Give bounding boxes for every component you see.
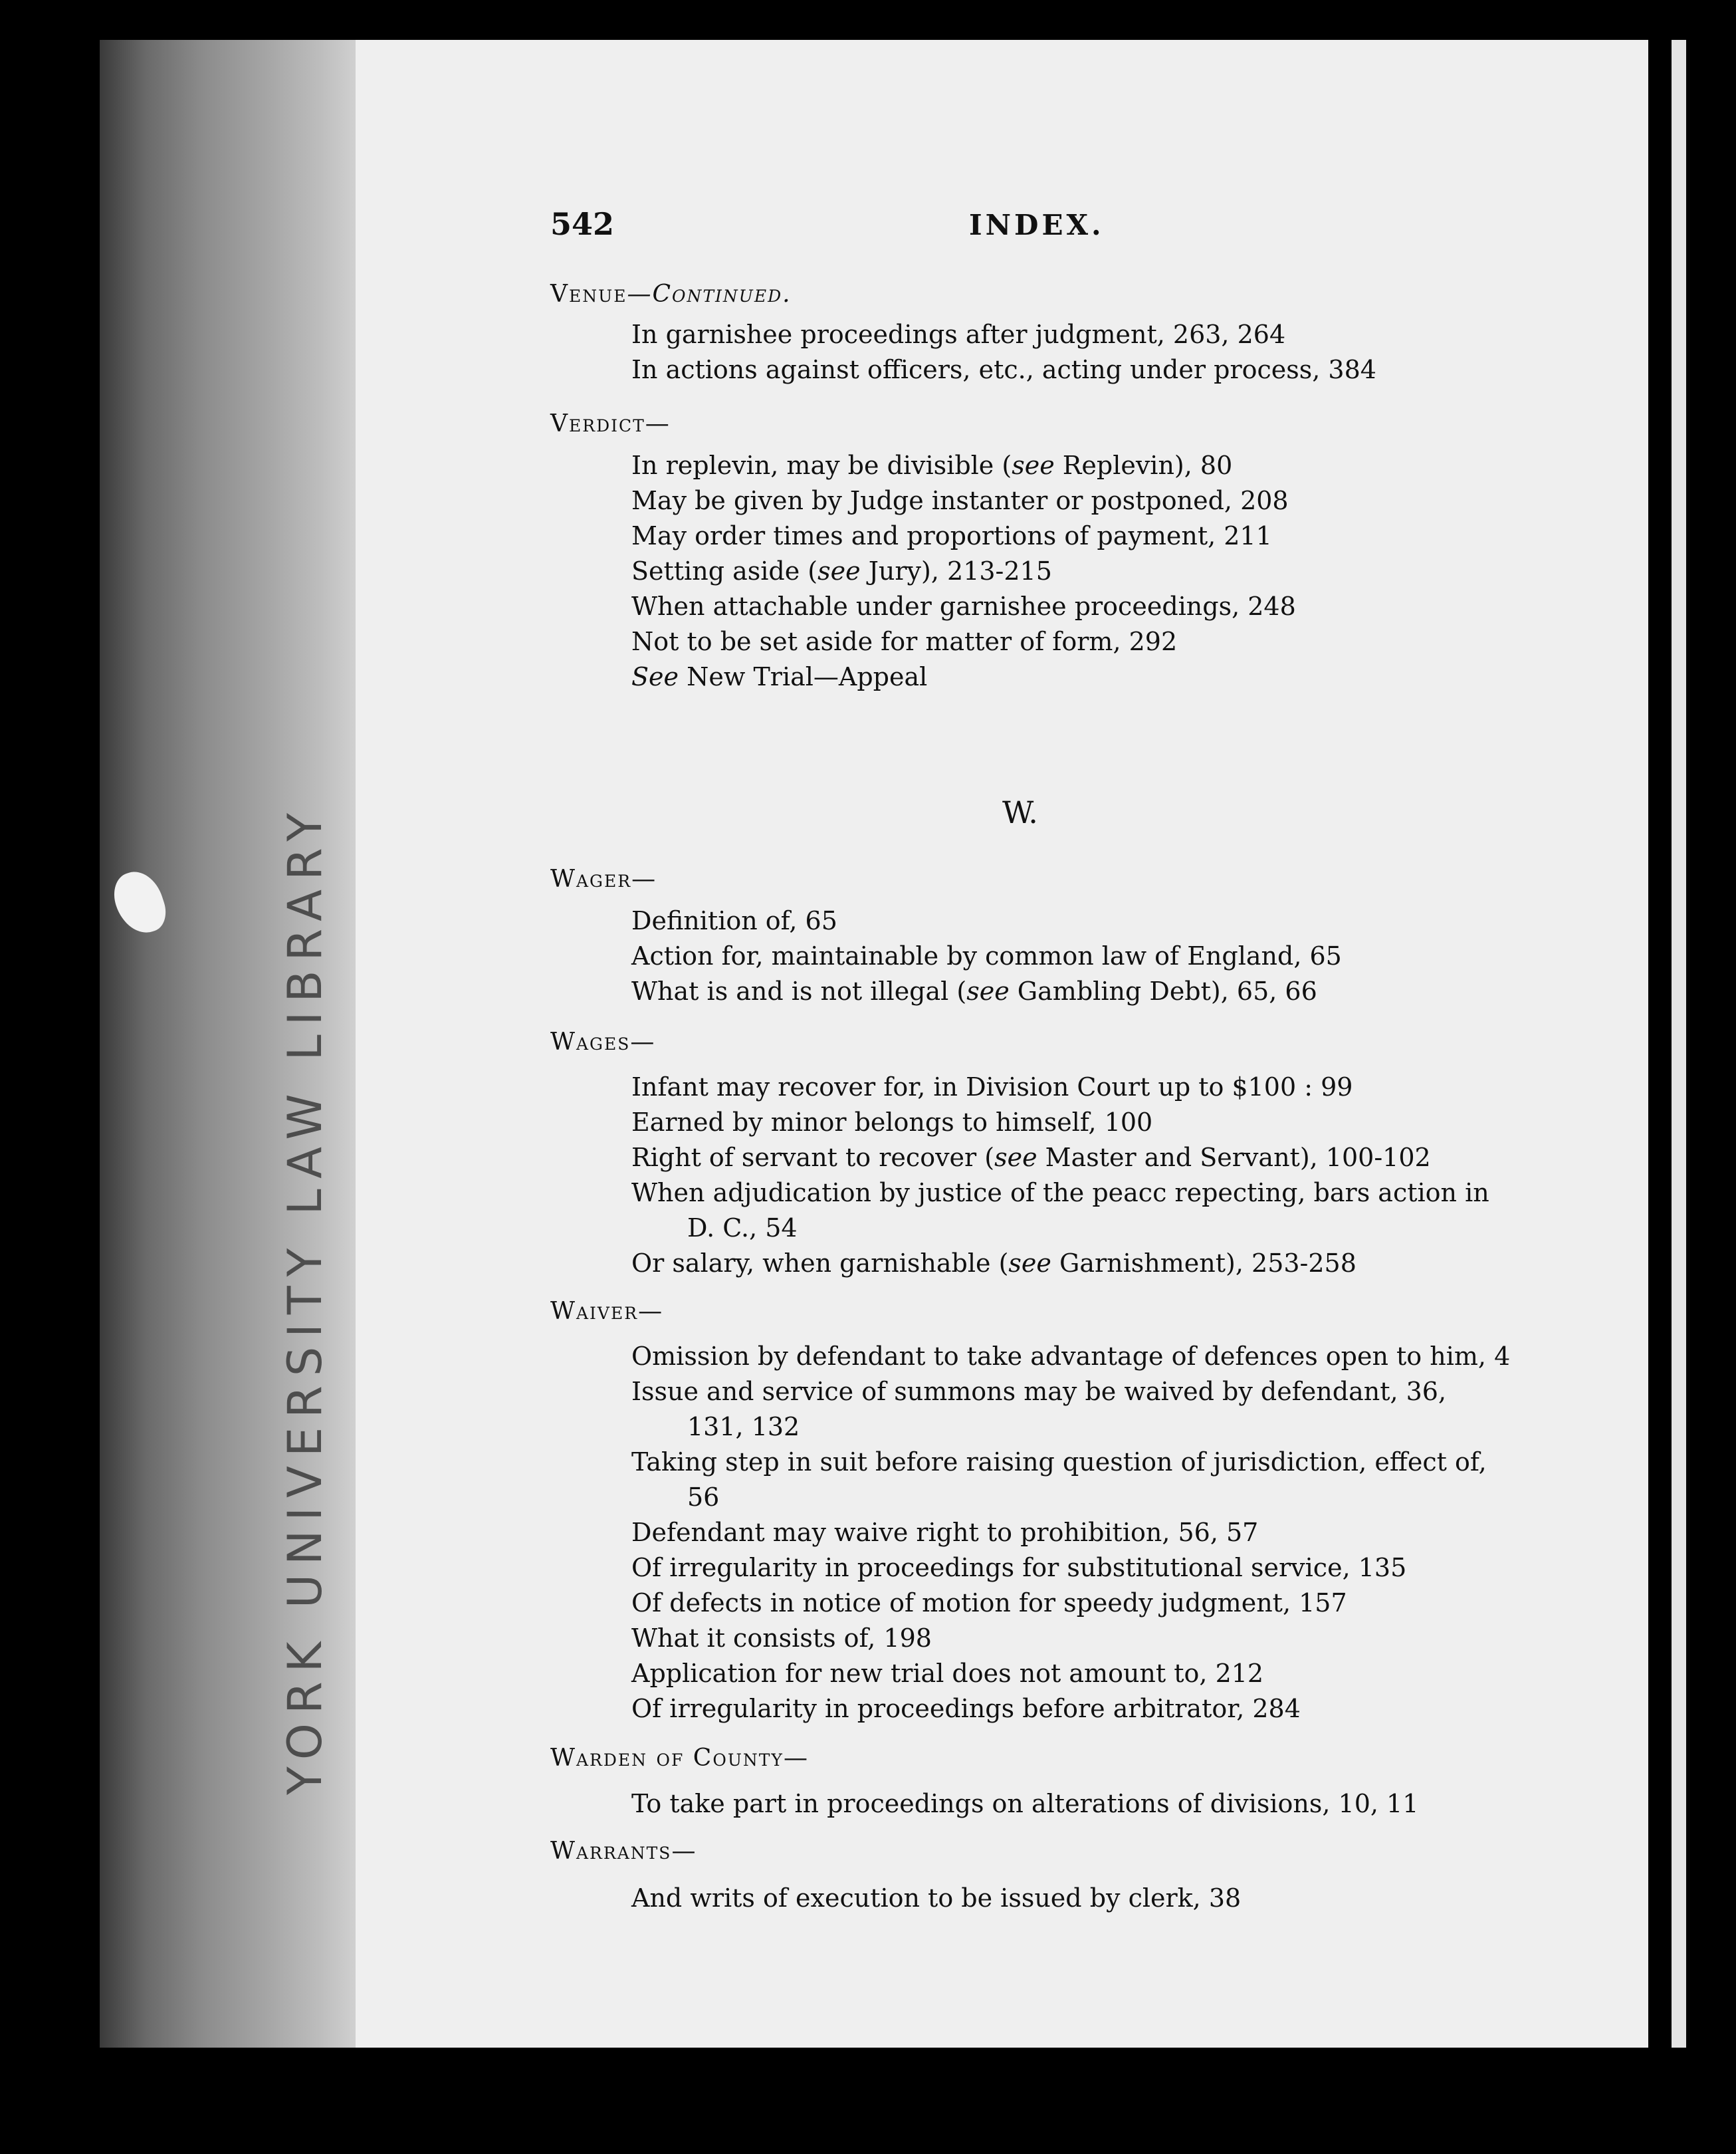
entry-line: Setting aside (see Jury), 213-215 bbox=[631, 556, 1052, 586]
entry-line: Not to be set aside for matter of form, 292 bbox=[631, 627, 1178, 656]
section-letter: W. bbox=[1002, 794, 1038, 830]
page-header bbox=[550, 206, 1494, 246]
entry-heading-wager: Wager— bbox=[550, 866, 657, 893]
entry-line: Action for, maintainable by common law of England, 65 bbox=[631, 941, 1342, 971]
entry-line: In garnishee proceedings after judgment, 263, 264 bbox=[631, 320, 1286, 349]
library-stamp: YORK UNIVERSITY LAW LIBRARY bbox=[278, 803, 332, 1795]
entry-line: See New Trial—Appeal bbox=[631, 662, 928, 691]
entry-line: To take part in proceedings on alterations of divisions, 10, 11 bbox=[631, 1789, 1419, 1818]
entry-line: When adjudication by justice of the peacc repecting, bars action in bbox=[631, 1178, 1489, 1207]
entry-line: In replevin, may be divisible (see Replevin), 80 bbox=[631, 451, 1233, 480]
entry-heading-waiver: Waiver— bbox=[550, 1298, 664, 1325]
running-head: INDEX. bbox=[969, 209, 1105, 241]
entry-line: May be given by Judge instanter or postponed, 208 bbox=[631, 486, 1289, 515]
entry-line-continued: 56 bbox=[687, 1483, 720, 1512]
entry-line-continued: 131, 132 bbox=[687, 1412, 800, 1441]
entry-line: When attachable under garnishee proceedings, 248 bbox=[631, 592, 1296, 621]
entry-line: Omission by defendant to take advantage of defences open to him, 4 bbox=[631, 1342, 1511, 1371]
entry-line: What is and is not illegal (see Gambling Debt), 65, 66 bbox=[631, 977, 1317, 1006]
entry-line: Earned by minor belongs to himself, 100 bbox=[631, 1108, 1153, 1137]
entry-line: Of irregularity in proceedings for substitutional service, 135 bbox=[631, 1553, 1407, 1582]
entry-line: Definition of, 65 bbox=[631, 906, 837, 935]
page-edge bbox=[1672, 40, 1686, 2048]
entry-line: And writs of execution to be issued by clerk, 38 bbox=[631, 1883, 1242, 1913]
entry-line: May order times and proportions of payment, 211 bbox=[631, 521, 1272, 550]
entry-line: Issue and service of summons may be waived by defendant, 36, bbox=[631, 1377, 1447, 1406]
entry-line: Application for new trial does not amount to, 212 bbox=[631, 1659, 1264, 1688]
entry-heading-warrants: Warrants— bbox=[550, 1838, 697, 1865]
entry-line: Or salary, when garnishable (see Garnishment), 253-258 bbox=[631, 1249, 1356, 1278]
entry-heading-wages: Wages— bbox=[550, 1028, 656, 1056]
entry-line-continued: D. C., 54 bbox=[687, 1213, 798, 1243]
entry-line: Right of servant to recover (see Master and Servant), 100-102 bbox=[631, 1143, 1431, 1172]
entry-heading-warden-of-county: Warden of County— bbox=[550, 1744, 809, 1772]
entry-line: Of defects in notice of motion for speedy judgment, 157 bbox=[631, 1588, 1347, 1617]
entry-line: In actions against officers, etc., acting under process, 384 bbox=[631, 355, 1376, 384]
entry-line: Defendant may waive right to prohibition, 56, 57 bbox=[631, 1518, 1259, 1547]
entry-line: What it consists of, 198 bbox=[631, 1623, 932, 1653]
page-number: 542 bbox=[550, 206, 615, 242]
entry-heading-verdict: Verdict— bbox=[550, 410, 671, 437]
entry-line: Infant may recover for, in Division Court up to $100 : 99 bbox=[631, 1072, 1353, 1102]
entry-line: Taking step in suit before raising question of jurisdiction, effect of, bbox=[631, 1447, 1487, 1477]
entry-heading-venue: Venue—Continued. bbox=[550, 281, 792, 308]
entry-line: Of irregularity in proceedings before arbitrator, 284 bbox=[631, 1694, 1301, 1723]
